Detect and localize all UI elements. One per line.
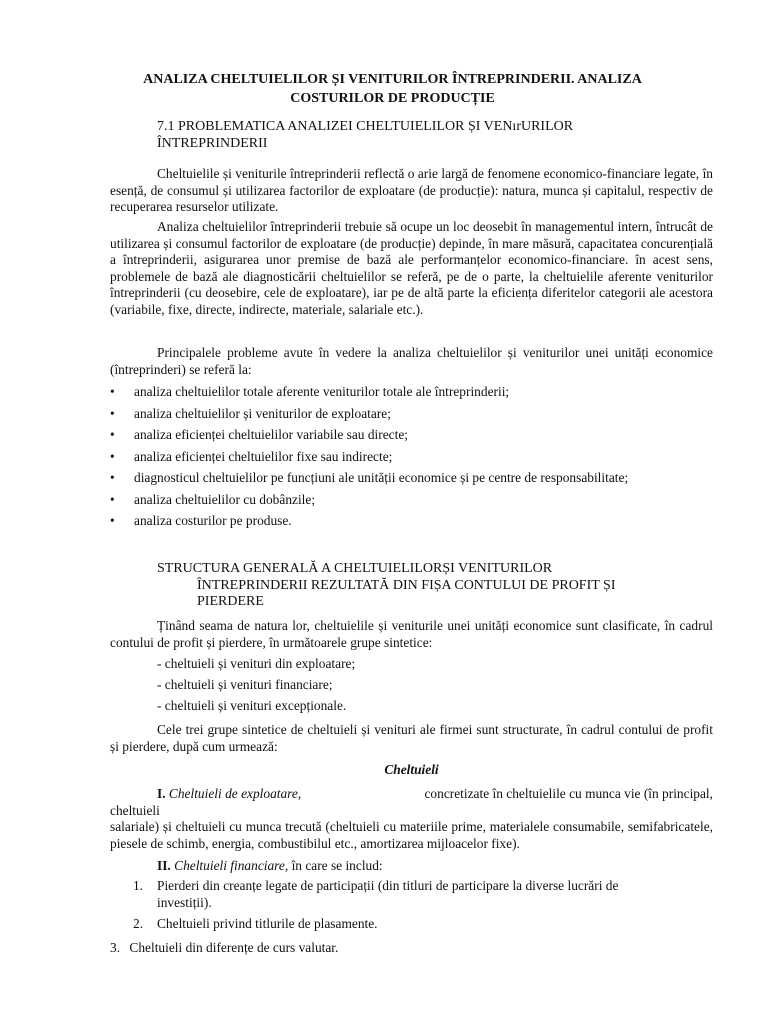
expense-item-text: în care se includ: xyxy=(291,858,383,873)
section-heading-1 xyxy=(157,119,717,152)
title-line-2: COSTURILOR DE PRODUCȚIE xyxy=(290,91,495,106)
list-item xyxy=(110,427,730,449)
list-item xyxy=(110,449,730,471)
list-item xyxy=(133,916,723,933)
list-item xyxy=(110,384,730,406)
bullet-icon: • xyxy=(110,384,115,399)
expense-item-1 xyxy=(110,786,713,852)
list-item: - cheltuieli și venituri din exploatare; xyxy=(157,656,356,671)
dash-list xyxy=(157,656,697,719)
list-item-text: analiza eficienței cheltuielilor variabile sau directe; xyxy=(134,427,408,442)
list-item-text: Cheltuieli privind titlurile de plasamente. xyxy=(157,916,378,931)
bullet-icon: • xyxy=(110,448,115,464)
paragraph: Cele trei grupe sintetice de cheltuieli și venituri ale firmei sunt structurate, în cadrul contului de profit și pierdere, după cum urmează: xyxy=(110,722,713,754)
list-item xyxy=(133,878,723,911)
list-number: 1. xyxy=(133,878,144,893)
roman-numeral: I. xyxy=(157,786,166,801)
list-item: - cheltuieli și venituri excepționale. xyxy=(157,698,347,713)
roman-numeral: II. xyxy=(157,858,171,873)
list-item-text: analiza cheltuielilor cu dobânzile; xyxy=(134,491,316,507)
bullet-icon: • xyxy=(110,513,115,528)
numbered-list xyxy=(133,878,723,933)
list-item-text: analiza eficienței cheltuielilor fixe sau indirecte; xyxy=(134,448,393,464)
document-title xyxy=(120,70,665,108)
section-heading-1-line-1: 7.1 PROBLEMATICA ANALIZEI CHELTUIELILOR ȘI VENırURILOR xyxy=(157,119,574,134)
title-line-1: ANALIZA CHELTUIELILOR ȘI VENITURILOR ÎNTREPRINDERII. ANALIZA xyxy=(143,72,642,87)
bullet-icon: • xyxy=(110,491,115,507)
expense-item-text: concretizate în cheltuielile cu munca vie (în principal, xyxy=(424,786,713,801)
expense-item-1-first-line xyxy=(110,786,713,803)
list-item-text: analiza costurilor pe produse. xyxy=(134,513,292,528)
bullet-icon: • xyxy=(110,427,115,442)
list-item xyxy=(110,406,730,428)
expense-item-title: Cheltuieli financiare, xyxy=(174,858,289,873)
paragraph: Cheltuielile și veniturile întreprinderii reflectă o arie largă de fenomene economico-financiare legate, în esență, de consumul și utilizarea factorilor de exploatare (de producție): natura, munca și capitalul, respectiv de recuperarea resurselor utilizate. xyxy=(110,166,713,214)
list-item-text: analiza cheltuielilor și veniturilor de exploatare; xyxy=(134,405,391,421)
list-number: 2. xyxy=(133,916,144,931)
section-heading-2-line-2: ÎNTREPRINDERII REZULTATĂ DIN FIȘA CONTULUI DE PROFIT ȘI xyxy=(197,577,616,593)
paragraph: Analiza cheltuielilor întreprinderii trebuie să ocupe un loc deosebit în managementul intern, întrucât de utilizarea și consumul factorilor de exploatare (de producție) depinde, în mare măsură, capacitatea concurențială a întreprinderii, asigurarea unor premise de bază ale performanțelor economico-financiare. în acest sens, problemele de bază ale diagnosticării cheltuielilor se referă, pe de o parte, la cheltuielile aferente veniturilor întreprinderii (cu deosebire, cele de exploatare), iar pe de altă parte la eficiența diferitelor categorii ale acestora (variabile, fixe, directe, indirecte, materiale, salariale etc.). xyxy=(110,219,713,317)
list-item xyxy=(110,492,730,514)
section-heading-2-line-1: STRUCTURA GENERALĂ A CHELTUIELILORȘI VENITURILOR xyxy=(157,561,553,576)
bullet-list xyxy=(110,384,730,535)
expense-item-rest: salariale) și cheltuieli cu munca trecută (cheltuieli cu materiile prime, materialele consumabile, semifabricatele, piesele de schimb, energia, combustibilul etc., amortizarea mijloacelor fixe). xyxy=(110,819,713,851)
list-item xyxy=(110,470,730,492)
list-item: - cheltuieli și venituri financiare; xyxy=(157,677,333,692)
paragraph: Principalele probleme avute în vedere la analiza cheltuielilor și veniturilor unei unități economice (întreprinderi) se referă la: xyxy=(110,345,713,377)
list-item-text: Pierderi din creanțe legate de participații (din titluri de participare la diverse lucrări de xyxy=(157,878,619,893)
list-item-text-line-2: investiții). xyxy=(157,894,212,910)
list-item xyxy=(110,513,730,535)
expense-item-line-2: cheltuieli xyxy=(110,802,160,818)
section-heading-2 xyxy=(157,561,717,611)
bullet-icon: • xyxy=(110,405,115,421)
section-heading-2-line-3: PIERDERE xyxy=(197,594,264,609)
section-heading-1-line-2: ÎNTREPRINDERII xyxy=(157,135,268,151)
expense-item-2 xyxy=(157,858,713,875)
list-item-text: diagnosticul cheltuielilor pe funcțiuni ale unității economice și pe centre de responsabilitate; xyxy=(134,470,629,485)
list-number: 3. xyxy=(110,940,121,955)
list-item-text: analiza cheltuielilor totale aferente veniturilor totale ale întreprinderii; xyxy=(134,384,510,399)
list-item-text: Cheltuieli din diferențe de curs valutar. xyxy=(129,940,339,955)
expense-item-title: Cheltuieli de exploatare, xyxy=(168,786,302,801)
paragraph: Ținând seama de natura lor, cheltuielile și veniturile unei unități economice sunt clasificate, în cadrul contului de profit și pierdere, în următoarele grupe sintetice: xyxy=(110,618,713,650)
subheading: Cheltuieli xyxy=(384,762,439,777)
bullet-icon: • xyxy=(110,470,115,485)
list-item xyxy=(110,940,710,957)
